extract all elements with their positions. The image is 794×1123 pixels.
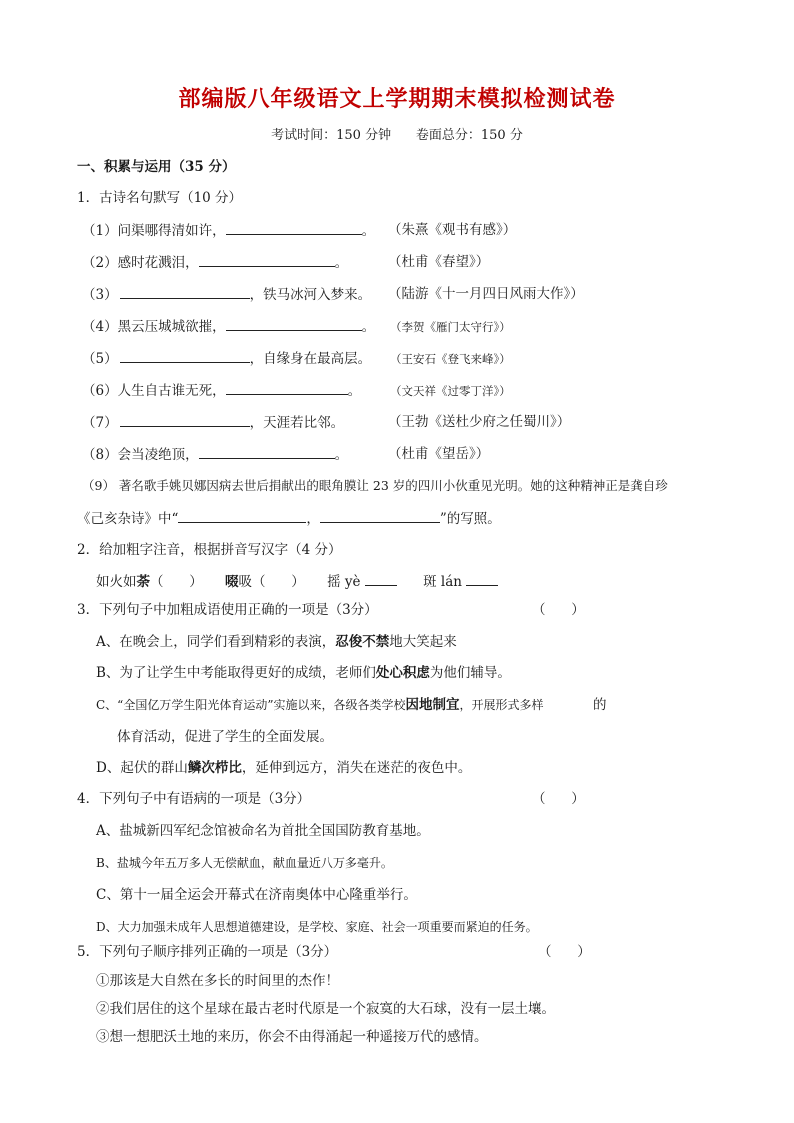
- bold-char: 荼: [136, 574, 150, 590]
- item-text: ，自缘身在最高层。: [249, 351, 372, 367]
- q1-source-8: （杜甫《望岳》）: [388, 446, 490, 462]
- item-text: ，: [306, 511, 320, 527]
- q1-item-8: [82, 445, 348, 464]
- exam-time: 考试时间：150 分钟: [271, 128, 392, 143]
- answer-blank[interactable]: [199, 445, 335, 459]
- q4-option-b: B、盐城今年五万多人无偿献血，献血量近八万多毫升。: [96, 856, 393, 870]
- q4-option-a: A、盐城新四军纪念馆被命名为首批全国国防教育基地。: [96, 823, 430, 839]
- q5-answer-paren[interactable]: （ ）: [538, 944, 591, 960]
- q4-heading: 4．下列句子中有语病的一项是（3分）: [77, 791, 311, 807]
- q1-item-5: [82, 349, 371, 368]
- q2-row: [96, 572, 498, 591]
- item-text: ”的写照。: [439, 511, 501, 527]
- q4-answer-paren[interactable]: （ ）: [532, 791, 585, 807]
- q1-item-7: [82, 413, 344, 432]
- item-number: （3）: [82, 287, 118, 303]
- item-number: （6）: [82, 383, 118, 399]
- answer-blank[interactable]: [120, 285, 250, 299]
- item-number: （8）: [82, 447, 118, 463]
- item-text: 。: [347, 383, 362, 399]
- bold-idiom: 处心积虑: [375, 665, 430, 681]
- q1-source-1: （朱熹《观书有感》）: [388, 222, 517, 238]
- q1-source-5: （王安石《登飞来峰》）: [390, 352, 511, 366]
- option-text: 地大笑起来: [389, 634, 457, 650]
- bold-char: 啜: [225, 574, 239, 590]
- q5-sentence-3: ③想一想肥沃土地的来历，你会不由得涌起一种遥接万代的感情。: [96, 1029, 488, 1045]
- answer-blank[interactable]: [199, 253, 335, 267]
- q1-item-1: [82, 221, 375, 240]
- item-text: 。: [361, 223, 376, 239]
- word-text: 吸: [238, 574, 253, 590]
- item-text: 《己亥杂诗》中“: [77, 511, 179, 527]
- q2-heading: 2．给加粗字注音，根据拼音写汉字（4 分）: [77, 542, 342, 558]
- q1-source-2: （杜甫《春望》）: [388, 254, 490, 270]
- q5-sentence-1: ①那该是大自然在多长的时间里的杰作！: [96, 973, 339, 989]
- option-text: ，开展形式多样: [459, 698, 544, 712]
- item-text: 感时花溅泪，: [117, 255, 199, 271]
- answer-blank[interactable]: [226, 221, 362, 235]
- answer-blank[interactable]: [466, 572, 498, 586]
- item-text: 问渠哪得清如许，: [117, 223, 226, 239]
- q3-option-c-end: 的: [593, 697, 607, 713]
- item-number: （7）: [82, 415, 118, 431]
- word-text: 如火如: [96, 574, 137, 590]
- answer-blank[interactable]: [365, 572, 397, 586]
- exam-info: [0, 124, 794, 143]
- answer-blank[interactable]: [178, 509, 306, 523]
- item-text: 。: [334, 447, 349, 463]
- q3-option-b: [96, 664, 511, 682]
- q1-source-7: （王勃《送杜少府之任蜀川》）: [388, 414, 571, 430]
- answer-paren[interactable]: （ ）: [252, 574, 305, 590]
- q1-item-4: [82, 317, 375, 336]
- q5-sentence-2: ②我们居住的这个星球在最古老时代原是一个寂寞的大石球，没有一层土壤。: [96, 1001, 555, 1017]
- item-text: 。: [334, 255, 349, 271]
- item-number: （2）: [82, 255, 118, 271]
- option-text: B、为了让学生中考能取得更好的成绩，老师们: [96, 665, 376, 681]
- word-text: 斑 lán: [423, 574, 462, 590]
- answer-blank[interactable]: [226, 381, 348, 395]
- option-text: C、“全国亿万学生阳光体育运动”实施以来，各级各类学校: [96, 698, 406, 712]
- bold-idiom: 鳞次栉比: [187, 760, 242, 776]
- q3-option-c-cont: 体育活动，促进了学生的全面发展。: [117, 729, 333, 745]
- option-text: A、在晚会上，同学们看到精彩的表演，: [96, 634, 336, 650]
- q4-option-d: D、大力加强未成年人思想道德建设，是学校、家庭、社会一项重要而紧迫的任务。: [96, 920, 538, 934]
- item-number: （4）: [82, 319, 118, 335]
- q3-option-a: [96, 633, 457, 651]
- bold-idiom: 因地制宜: [405, 697, 460, 713]
- answer-blank[interactable]: [226, 317, 362, 331]
- q1-heading: 1．古诗名句默写（10 分）: [77, 190, 243, 206]
- option-text: ，延伸到远方，消失在迷茫的夜色中。: [241, 760, 472, 776]
- option-text: D、起伏的群山: [96, 760, 188, 776]
- q1-item-9: （9） 著名歌手姚贝娜因病去世后捐献出的眼角膜让 23 岁的四川小伙重见光明。她的这种精神正是龚自珍: [82, 478, 668, 493]
- item-number: （5）: [82, 351, 118, 367]
- exam-title: 部编版八年级语文上学期期末模拟检测试卷: [178, 87, 616, 112]
- q3-heading: 3．下列句子中加粗成语使用正确的一项是（3分）: [77, 602, 378, 618]
- q1-source-4: （李贺《雁门太守行》）: [390, 320, 511, 334]
- bold-idiom: 忍俊不禁: [335, 634, 390, 650]
- q3-option-c: [96, 696, 543, 714]
- answer-blank[interactable]: [320, 509, 440, 523]
- q1-item-2: [82, 253, 348, 272]
- exam-score: 卷面总分：150 分: [415, 128, 523, 143]
- q1-item-9-cont: [77, 509, 501, 528]
- item-text: 黑云压城城欲摧，: [117, 319, 226, 335]
- section-heading: 一、积累与运用（35 分）: [77, 159, 236, 175]
- q3-answer-paren[interactable]: （ ）: [532, 602, 585, 618]
- word-text: 摇 yè: [327, 574, 361, 590]
- item-text: ，天涯若比邻。: [249, 415, 345, 431]
- option-text: 为他们辅导。: [429, 665, 511, 681]
- answer-blank[interactable]: [120, 349, 250, 363]
- q1-source-3: （陆游《十一月四日风雨大作》）: [388, 286, 584, 302]
- answer-blank[interactable]: [120, 413, 250, 427]
- q1-source-6: （文天祥《过零丁洋》）: [390, 384, 511, 398]
- item-number: （1）: [82, 223, 118, 239]
- item-text: 人生自古谁无死，: [117, 383, 226, 399]
- q1-item-3: [82, 285, 371, 304]
- q4-option-c: C、第十一届全运会开幕式在济南奥体中心隆重举行。: [96, 887, 417, 903]
- item-text: ，铁马冰河入梦来。: [249, 287, 372, 303]
- q5-heading: 5．下列句子顺序排列正确的一项是（3分）: [77, 944, 338, 960]
- item-text: 会当凌绝顶，: [117, 447, 199, 463]
- q3-option-d: [96, 759, 471, 777]
- answer-paren[interactable]: （ ）: [150, 574, 203, 590]
- item-text: 。: [361, 319, 376, 335]
- q1-item-6: [82, 381, 361, 400]
